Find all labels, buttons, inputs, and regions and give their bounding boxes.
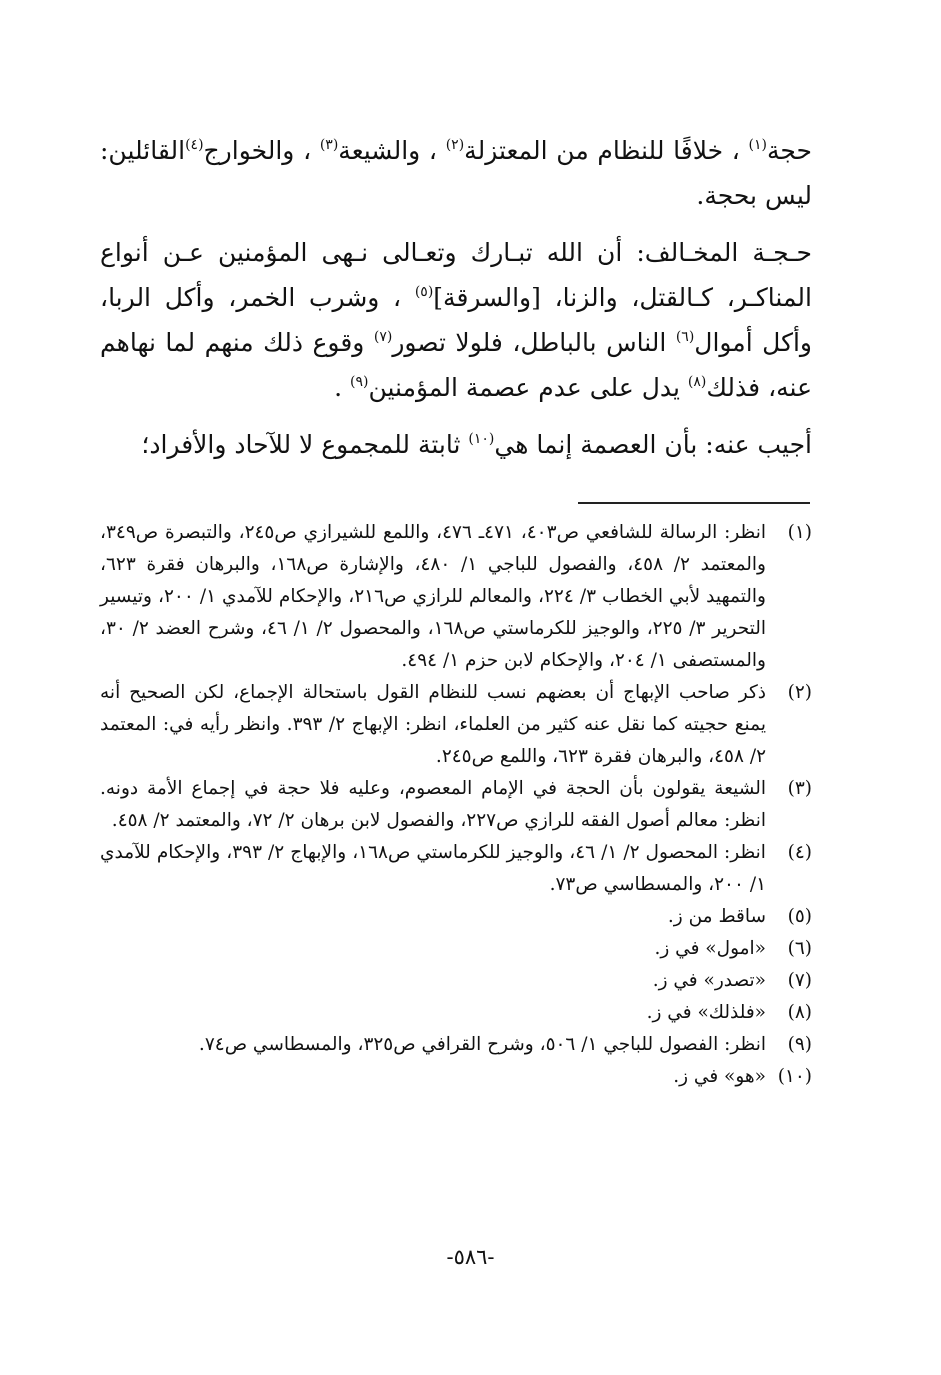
text-run: ، والخوارج: [203, 136, 320, 165]
text-run: القائلين: ليس بحجة.: [100, 136, 812, 210]
footnote: [100, 1029, 812, 1061]
footnote-number: (٩): [787, 1034, 812, 1055]
footnote-text: «تصدر» في ز.: [652, 970, 766, 991]
footnote-number: (١): [787, 522, 812, 543]
footnote: [100, 1061, 812, 1093]
footnote-text: «فلذلك» في ز.: [646, 1002, 766, 1023]
text-run: ، وشرب الخمر، وأكل الربا، وأكل أموال: [100, 283, 812, 357]
text-run: حجة: [767, 136, 812, 165]
text-run: ثابتة للمجموع لا للآحاد والأفراد؛: [141, 430, 469, 459]
footnote: [100, 677, 812, 773]
footnote-ref: (٩): [350, 374, 369, 390]
footnote-ref: (٨): [687, 374, 707, 390]
footnotes: [100, 517, 812, 1093]
text-run: أجيب عنه: بأن العصمة إنما هي: [494, 430, 812, 459]
footnote-number: (٦): [787, 938, 812, 959]
footnote-text: «امول» في ز.: [654, 938, 766, 959]
footnote-text: ساقط من ز.: [667, 906, 766, 927]
footnote: [100, 933, 812, 965]
footnote: [100, 901, 812, 933]
footnote: [100, 997, 812, 1029]
footnote-number: (٣): [787, 778, 812, 799]
text-run: حـجـة المخـالف: أن الله تبـارك وتعـالى نـهى المؤمنين عـن أنواع المناكـر، كـالقتل، والزنا، [والسرقة]: [100, 238, 812, 312]
footnote-text: الشيعة يقولون بأن الحجة في الإمام المعصوم، وعليه فلا حجة في إجماع الأمة دونه. انظر: معالم أصول الفقه للرازي ص٢٢٧، والفصول لابن برهان ٢/ ٧٢، والمعتمد ٢/ ٤٥٨.: [100, 778, 766, 831]
footnote-ref: (٣): [319, 137, 339, 153]
footnote: [100, 517, 812, 677]
footnote-ref: (٢): [445, 137, 465, 153]
footnote-ref: (٤): [185, 137, 204, 153]
paragraph: [100, 230, 812, 410]
footnote-number: (٧): [787, 970, 812, 991]
text-run: الناس بالباطل، فلولا تصور: [392, 328, 676, 357]
footnote-separator: [578, 502, 810, 504]
paragraph: [100, 128, 812, 218]
footnote: [100, 773, 812, 837]
footnote-text: انظر: المحصول ٢/ ١/ ٤٦، والوجيز للكرماستي ص١٦٨، والإبهاج ٢/ ٣٩٣، والإحكام للآمدي ١/ ٢٠٠، والمسطاسي ص٧٣.: [100, 842, 766, 895]
footnote-number: (٨): [787, 1002, 812, 1023]
text-run: يدل على عدم عصمة المؤمنين: [368, 373, 688, 402]
footnote-text: «هو» في ز.: [673, 1066, 766, 1087]
footnote-text: انظر: الرسالة للشافعي ص٤٠٣، ٤٧١ـ ٤٧٦، واللمع للشيرازي ص٢٤٥، والتبصرة ص٣٤٩، والمعتمد ٢/ ٤٥٨، والفصول للباجي ١/ ٤٨٠، والإشارة ص١٦٨، والبرهان فقرة ٦٢٣، والتمهيد لأبي الخطاب ٣/ ٢٢٤، والمعالم للرازي ص٢١٦، والإحكام للآمدي ١/ ٢٠٠، وتيسير التحرير ٣/ ٢٢٥، والوجيز للكرماستي ص١٦٨، والمحصول ٢/ ١/ ٤٦، وشرح العضد ٢/ ٣٠، والمستصفى ١/ ٢٠٤، والإحكام لابن حزم ١/ ٤٩٤.: [100, 522, 767, 671]
paragraph: [100, 422, 812, 467]
text-run: وقوع ذلك منهم لما نهاهم عنه، فذلك: [100, 328, 812, 402]
footnote-ref: (١٠): [468, 431, 495, 447]
footnote-number: (١٠): [777, 1066, 812, 1087]
text-run: ، خلافًا للنظام من المعتزلة: [464, 136, 749, 165]
footnote: [100, 837, 812, 901]
page-number: -٥٨٦-: [446, 1245, 495, 1269]
text-run: .: [334, 373, 350, 402]
footnote-number: (٢): [787, 682, 812, 703]
footnote-number: (٤): [787, 842, 812, 863]
footnote-ref: (١): [748, 137, 767, 153]
text-run: ، والشيعة: [338, 136, 446, 165]
footnote-ref: (٧): [373, 329, 393, 345]
footnote-text: انظر: الفصول للباجي ١/ ٥٠٦، وشرح القرافي ص٣٢٥، والمسطاسي ص٧٤.: [198, 1034, 766, 1055]
footnote-text: ذكر صاحب الإبهاج أن بعضهم نسب للنظام القول باستحالة الإجماع، لكن الصحيح أنه يمنع حجيته كما نقل عنه كثير من العلماء، انظر: الإبهاج ٢/ ٣٩٣. وانظر رأيه في: المعتمد ٢/ ٤٥٨، والبرهان فقرة ٦٢٣، واللمع ص٢٤٥.: [100, 682, 766, 767]
footnote-ref: (٦): [675, 329, 695, 345]
footnote-ref: (٥): [414, 284, 434, 300]
footnote: [100, 965, 812, 997]
footnote-number: (٥): [787, 906, 812, 927]
main-text: [100, 128, 812, 479]
